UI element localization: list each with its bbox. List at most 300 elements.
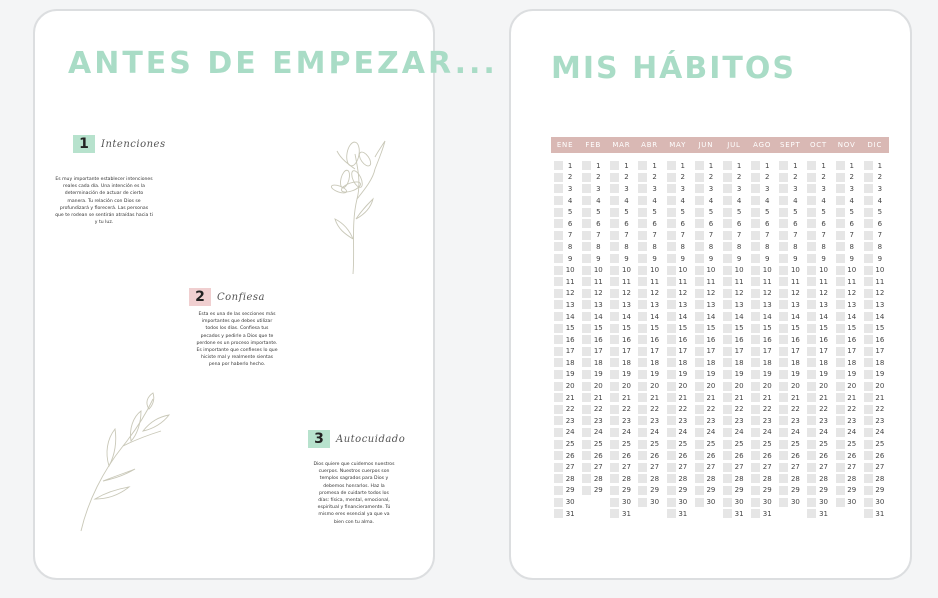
- checkbox[interactable]: [582, 382, 591, 391]
- checkbox[interactable]: [638, 347, 647, 356]
- checkbox[interactable]: [638, 277, 647, 286]
- checkbox[interactable]: [695, 277, 704, 286]
- checkbox[interactable]: [807, 335, 816, 344]
- checkbox[interactable]: [554, 266, 563, 275]
- checkbox[interactable]: [864, 428, 873, 437]
- checkbox[interactable]: [610, 242, 619, 251]
- checkbox[interactable]: [779, 312, 788, 321]
- checkbox[interactable]: [638, 161, 647, 170]
- checkbox[interactable]: [836, 428, 845, 437]
- checkbox[interactable]: [836, 254, 845, 263]
- checkbox[interactable]: [864, 486, 873, 495]
- checkbox[interactable]: [751, 196, 760, 205]
- checkbox[interactable]: [751, 451, 760, 460]
- checkbox[interactable]: [779, 196, 788, 205]
- checkbox[interactable]: [638, 463, 647, 472]
- checkbox[interactable]: [751, 289, 760, 298]
- checkbox[interactable]: [807, 428, 816, 437]
- checkbox[interactable]: [779, 382, 788, 391]
- checkbox[interactable]: [807, 277, 816, 286]
- checkbox[interactable]: [836, 219, 845, 228]
- checkbox[interactable]: [638, 416, 647, 425]
- checkbox[interactable]: [667, 463, 676, 472]
- checkbox[interactable]: [864, 277, 873, 286]
- checkbox[interactable]: [779, 370, 788, 379]
- checkbox[interactable]: [864, 196, 873, 205]
- checkbox[interactable]: [554, 312, 563, 321]
- checkbox[interactable]: [695, 208, 704, 217]
- checkbox[interactable]: [836, 486, 845, 495]
- checkbox[interactable]: [667, 184, 676, 193]
- checkbox[interactable]: [864, 370, 873, 379]
- checkbox[interactable]: [836, 289, 845, 298]
- checkbox[interactable]: [751, 266, 760, 275]
- checkbox[interactable]: [610, 161, 619, 170]
- checkbox[interactable]: [864, 382, 873, 391]
- checkbox[interactable]: [751, 335, 760, 344]
- checkbox[interactable]: [667, 242, 676, 251]
- checkbox[interactable]: [638, 184, 647, 193]
- checkbox[interactable]: [723, 428, 732, 437]
- checkbox[interactable]: [836, 173, 845, 182]
- checkbox[interactable]: [582, 416, 591, 425]
- checkbox[interactable]: [638, 358, 647, 367]
- checkbox[interactable]: [667, 474, 676, 483]
- checkbox[interactable]: [582, 347, 591, 356]
- checkbox[interactable]: [582, 231, 591, 240]
- checkbox[interactable]: [554, 300, 563, 309]
- checkbox[interactable]: [554, 254, 563, 263]
- checkbox[interactable]: [723, 266, 732, 275]
- checkbox[interactable]: [667, 289, 676, 298]
- checkbox[interactable]: [610, 300, 619, 309]
- checkbox[interactable]: [779, 184, 788, 193]
- checkbox[interactable]: [779, 289, 788, 298]
- checkbox[interactable]: [554, 451, 563, 460]
- checkbox[interactable]: [836, 474, 845, 483]
- checkbox[interactable]: [610, 231, 619, 240]
- checkbox[interactable]: [554, 440, 563, 449]
- checkbox[interactable]: [864, 393, 873, 402]
- checkbox[interactable]: [582, 486, 591, 495]
- checkbox[interactable]: [610, 347, 619, 356]
- checkbox[interactable]: [695, 289, 704, 298]
- checkbox[interactable]: [695, 393, 704, 402]
- checkbox[interactable]: [610, 312, 619, 321]
- checkbox[interactable]: [723, 440, 732, 449]
- checkbox[interactable]: [554, 173, 563, 182]
- checkbox[interactable]: [554, 324, 563, 333]
- checkbox[interactable]: [554, 242, 563, 251]
- checkbox[interactable]: [751, 428, 760, 437]
- checkbox[interactable]: [779, 451, 788, 460]
- checkbox[interactable]: [610, 277, 619, 286]
- checkbox[interactable]: [807, 208, 816, 217]
- checkbox[interactable]: [723, 231, 732, 240]
- checkbox[interactable]: [723, 463, 732, 472]
- checkbox[interactable]: [610, 370, 619, 379]
- checkbox[interactable]: [695, 161, 704, 170]
- checkbox[interactable]: [864, 266, 873, 275]
- checkbox[interactable]: [751, 463, 760, 472]
- checkbox[interactable]: [723, 254, 732, 263]
- checkbox[interactable]: [667, 405, 676, 414]
- checkbox[interactable]: [836, 347, 845, 356]
- checkbox[interactable]: [807, 347, 816, 356]
- checkbox[interactable]: [836, 300, 845, 309]
- checkbox[interactable]: [638, 335, 647, 344]
- checkbox[interactable]: [667, 277, 676, 286]
- checkbox[interactable]: [610, 451, 619, 460]
- checkbox[interactable]: [667, 416, 676, 425]
- checkbox[interactable]: [582, 184, 591, 193]
- checkbox[interactable]: [751, 416, 760, 425]
- checkbox[interactable]: [695, 498, 704, 507]
- checkbox[interactable]: [864, 451, 873, 460]
- checkbox[interactable]: [554, 208, 563, 217]
- checkbox[interactable]: [554, 289, 563, 298]
- checkbox[interactable]: [582, 405, 591, 414]
- checkbox[interactable]: [695, 335, 704, 344]
- checkbox[interactable]: [779, 231, 788, 240]
- checkbox[interactable]: [638, 300, 647, 309]
- checkbox[interactable]: [836, 498, 845, 507]
- checkbox[interactable]: [723, 196, 732, 205]
- checkbox[interactable]: [807, 498, 816, 507]
- checkbox[interactable]: [695, 405, 704, 414]
- checkbox[interactable]: [807, 405, 816, 414]
- checkbox[interactable]: [723, 161, 732, 170]
- checkbox[interactable]: [836, 393, 845, 402]
- checkbox[interactable]: [667, 509, 676, 518]
- checkbox[interactable]: [807, 382, 816, 391]
- checkbox[interactable]: [667, 208, 676, 217]
- checkbox[interactable]: [751, 509, 760, 518]
- checkbox[interactable]: [751, 498, 760, 507]
- checkbox[interactable]: [751, 161, 760, 170]
- checkbox[interactable]: [610, 393, 619, 402]
- checkbox[interactable]: [779, 474, 788, 483]
- checkbox[interactable]: [638, 486, 647, 495]
- checkbox[interactable]: [751, 300, 760, 309]
- checkbox[interactable]: [779, 416, 788, 425]
- checkbox[interactable]: [554, 405, 563, 414]
- checkbox[interactable]: [723, 405, 732, 414]
- checkbox[interactable]: [723, 219, 732, 228]
- checkbox[interactable]: [638, 451, 647, 460]
- checkbox[interactable]: [667, 428, 676, 437]
- checkbox[interactable]: [638, 266, 647, 275]
- checkbox[interactable]: [638, 196, 647, 205]
- checkbox[interactable]: [554, 358, 563, 367]
- checkbox[interactable]: [864, 219, 873, 228]
- checkbox[interactable]: [864, 347, 873, 356]
- checkbox[interactable]: [807, 451, 816, 460]
- checkbox[interactable]: [751, 277, 760, 286]
- checkbox[interactable]: [610, 428, 619, 437]
- checkbox[interactable]: [779, 405, 788, 414]
- checkbox[interactable]: [610, 335, 619, 344]
- checkbox[interactable]: [807, 416, 816, 425]
- checkbox[interactable]: [864, 161, 873, 170]
- checkbox[interactable]: [582, 451, 591, 460]
- checkbox[interactable]: [667, 324, 676, 333]
- checkbox[interactable]: [695, 231, 704, 240]
- checkbox[interactable]: [695, 428, 704, 437]
- checkbox[interactable]: [695, 451, 704, 460]
- checkbox[interactable]: [779, 161, 788, 170]
- checkbox[interactable]: [723, 370, 732, 379]
- checkbox[interactable]: [751, 393, 760, 402]
- checkbox[interactable]: [610, 382, 619, 391]
- checkbox[interactable]: [779, 254, 788, 263]
- checkbox[interactable]: [751, 474, 760, 483]
- checkbox[interactable]: [638, 428, 647, 437]
- checkbox[interactable]: [554, 486, 563, 495]
- checkbox[interactable]: [610, 254, 619, 263]
- checkbox[interactable]: [864, 184, 873, 193]
- checkbox[interactable]: [836, 440, 845, 449]
- checkbox[interactable]: [723, 184, 732, 193]
- checkbox[interactable]: [638, 219, 647, 228]
- checkbox[interactable]: [695, 416, 704, 425]
- checkbox[interactable]: [638, 312, 647, 321]
- checkbox[interactable]: [695, 242, 704, 251]
- checkbox[interactable]: [582, 393, 591, 402]
- checkbox[interactable]: [638, 382, 647, 391]
- checkbox[interactable]: [638, 393, 647, 402]
- checkbox[interactable]: [582, 173, 591, 182]
- checkbox[interactable]: [695, 382, 704, 391]
- checkbox[interactable]: [554, 382, 563, 391]
- checkbox[interactable]: [582, 266, 591, 275]
- checkbox[interactable]: [807, 173, 816, 182]
- checkbox[interactable]: [836, 451, 845, 460]
- checkbox[interactable]: [667, 300, 676, 309]
- checkbox[interactable]: [864, 405, 873, 414]
- checkbox[interactable]: [667, 440, 676, 449]
- checkbox[interactable]: [751, 324, 760, 333]
- checkbox[interactable]: [723, 486, 732, 495]
- checkbox[interactable]: [610, 324, 619, 333]
- checkbox[interactable]: [807, 300, 816, 309]
- checkbox[interactable]: [554, 161, 563, 170]
- checkbox[interactable]: [751, 254, 760, 263]
- checkbox[interactable]: [667, 231, 676, 240]
- checkbox[interactable]: [610, 486, 619, 495]
- checkbox[interactable]: [864, 463, 873, 472]
- checkbox[interactable]: [751, 405, 760, 414]
- checkbox[interactable]: [864, 242, 873, 251]
- checkbox[interactable]: [582, 300, 591, 309]
- checkbox[interactable]: [723, 451, 732, 460]
- checkbox[interactable]: [695, 486, 704, 495]
- checkbox[interactable]: [667, 312, 676, 321]
- checkbox[interactable]: [610, 358, 619, 367]
- checkbox[interactable]: [864, 231, 873, 240]
- checkbox[interactable]: [864, 324, 873, 333]
- checkbox[interactable]: [554, 370, 563, 379]
- checkbox[interactable]: [779, 347, 788, 356]
- checkbox[interactable]: [723, 300, 732, 309]
- checkbox[interactable]: [864, 300, 873, 309]
- checkbox[interactable]: [836, 335, 845, 344]
- checkbox[interactable]: [638, 440, 647, 449]
- checkbox[interactable]: [582, 161, 591, 170]
- checkbox[interactable]: [667, 370, 676, 379]
- checkbox[interactable]: [864, 498, 873, 507]
- checkbox[interactable]: [582, 208, 591, 217]
- checkbox[interactable]: [582, 242, 591, 251]
- checkbox[interactable]: [864, 208, 873, 217]
- checkbox[interactable]: [610, 416, 619, 425]
- checkbox[interactable]: [554, 277, 563, 286]
- checkbox[interactable]: [864, 440, 873, 449]
- checkbox[interactable]: [638, 208, 647, 217]
- checkbox[interactable]: [807, 242, 816, 251]
- checkbox[interactable]: [807, 231, 816, 240]
- checkbox[interactable]: [667, 382, 676, 391]
- checkbox[interactable]: [667, 498, 676, 507]
- checkbox[interactable]: [638, 254, 647, 263]
- checkbox[interactable]: [807, 358, 816, 367]
- checkbox[interactable]: [582, 370, 591, 379]
- checkbox[interactable]: [836, 277, 845, 286]
- checkbox[interactable]: [610, 440, 619, 449]
- checkbox[interactable]: [723, 324, 732, 333]
- checkbox[interactable]: [638, 173, 647, 182]
- checkbox[interactable]: [695, 196, 704, 205]
- checkbox[interactable]: [610, 184, 619, 193]
- checkbox[interactable]: [836, 382, 845, 391]
- checkbox[interactable]: [836, 324, 845, 333]
- checkbox[interactable]: [610, 498, 619, 507]
- checkbox[interactable]: [582, 196, 591, 205]
- checkbox[interactable]: [864, 335, 873, 344]
- checkbox[interactable]: [836, 242, 845, 251]
- checkbox[interactable]: [807, 184, 816, 193]
- checkbox[interactable]: [864, 173, 873, 182]
- checkbox[interactable]: [667, 486, 676, 495]
- checkbox[interactable]: [638, 289, 647, 298]
- checkbox[interactable]: [582, 289, 591, 298]
- checkbox[interactable]: [695, 266, 704, 275]
- checkbox[interactable]: [582, 428, 591, 437]
- checkbox[interactable]: [695, 474, 704, 483]
- checkbox[interactable]: [807, 219, 816, 228]
- checkbox[interactable]: [751, 231, 760, 240]
- checkbox[interactable]: [751, 358, 760, 367]
- checkbox[interactable]: [723, 289, 732, 298]
- checkbox[interactable]: [582, 277, 591, 286]
- checkbox[interactable]: [554, 196, 563, 205]
- checkbox[interactable]: [667, 173, 676, 182]
- checkbox[interactable]: [582, 335, 591, 344]
- checkbox[interactable]: [751, 173, 760, 182]
- checkbox[interactable]: [582, 358, 591, 367]
- checkbox[interactable]: [779, 208, 788, 217]
- checkbox[interactable]: [779, 393, 788, 402]
- checkbox[interactable]: [779, 335, 788, 344]
- checkbox[interactable]: [779, 486, 788, 495]
- checkbox[interactable]: [779, 173, 788, 182]
- checkbox[interactable]: [695, 440, 704, 449]
- checkbox[interactable]: [723, 416, 732, 425]
- checkbox[interactable]: [779, 219, 788, 228]
- checkbox[interactable]: [610, 208, 619, 217]
- checkbox[interactable]: [582, 219, 591, 228]
- checkbox[interactable]: [807, 196, 816, 205]
- checkbox[interactable]: [807, 266, 816, 275]
- checkbox[interactable]: [779, 242, 788, 251]
- checkbox[interactable]: [610, 196, 619, 205]
- checkbox[interactable]: [779, 277, 788, 286]
- checkbox[interactable]: [807, 440, 816, 449]
- checkbox[interactable]: [751, 208, 760, 217]
- checkbox[interactable]: [554, 474, 563, 483]
- checkbox[interactable]: [779, 463, 788, 472]
- checkbox[interactable]: [779, 440, 788, 449]
- checkbox[interactable]: [807, 312, 816, 321]
- checkbox[interactable]: [751, 219, 760, 228]
- checkbox[interactable]: [723, 173, 732, 182]
- checkbox[interactable]: [582, 463, 591, 472]
- checkbox[interactable]: [864, 289, 873, 298]
- checkbox[interactable]: [554, 393, 563, 402]
- checkbox[interactable]: [723, 498, 732, 507]
- checkbox[interactable]: [751, 347, 760, 356]
- checkbox[interactable]: [554, 231, 563, 240]
- checkbox[interactable]: [723, 509, 732, 518]
- checkbox[interactable]: [779, 300, 788, 309]
- checkbox[interactable]: [751, 440, 760, 449]
- checkbox[interactable]: [807, 370, 816, 379]
- checkbox[interactable]: [610, 509, 619, 518]
- checkbox[interactable]: [554, 428, 563, 437]
- checkbox[interactable]: [667, 196, 676, 205]
- checkbox[interactable]: [836, 266, 845, 275]
- checkbox[interactable]: [554, 347, 563, 356]
- checkbox[interactable]: [807, 289, 816, 298]
- checkbox[interactable]: [554, 509, 563, 518]
- checkbox[interactable]: [610, 266, 619, 275]
- checkbox[interactable]: [667, 347, 676, 356]
- checkbox[interactable]: [723, 208, 732, 217]
- checkbox[interactable]: [582, 254, 591, 263]
- checkbox[interactable]: [836, 463, 845, 472]
- checkbox[interactable]: [667, 219, 676, 228]
- checkbox[interactable]: [610, 219, 619, 228]
- checkbox[interactable]: [695, 370, 704, 379]
- checkbox[interactable]: [610, 474, 619, 483]
- checkbox[interactable]: [667, 451, 676, 460]
- checkbox[interactable]: [836, 416, 845, 425]
- checkbox[interactable]: [554, 184, 563, 193]
- checkbox[interactable]: [723, 474, 732, 483]
- checkbox[interactable]: [695, 184, 704, 193]
- checkbox[interactable]: [807, 509, 816, 518]
- checkbox[interactable]: [751, 486, 760, 495]
- checkbox[interactable]: [667, 393, 676, 402]
- checkbox[interactable]: [695, 254, 704, 263]
- checkbox[interactable]: [582, 474, 591, 483]
- checkbox[interactable]: [807, 474, 816, 483]
- checkbox[interactable]: [667, 266, 676, 275]
- checkbox[interactable]: [864, 416, 873, 425]
- checkbox[interactable]: [807, 324, 816, 333]
- checkbox[interactable]: [638, 242, 647, 251]
- checkbox[interactable]: [582, 312, 591, 321]
